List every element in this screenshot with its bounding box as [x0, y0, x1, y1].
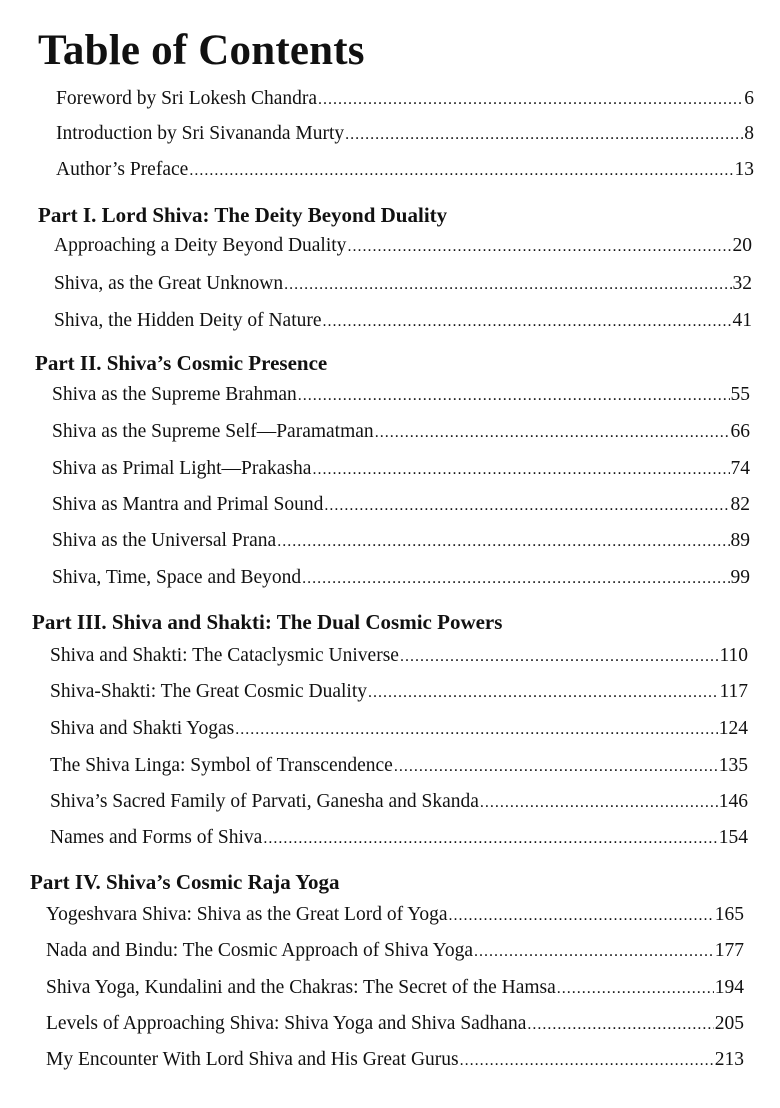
toc-entry[interactable]: [52, 567, 750, 589]
entry-page: 146: [718, 791, 748, 812]
toc-entry[interactable]: [56, 88, 754, 110]
part-heading: Part I. Lord Shiva: The Deity Beyond Duality: [38, 203, 448, 227]
dot-leader: [324, 497, 729, 515]
entry-page: 154: [718, 827, 748, 848]
entry-title: Shiva’s Sacred Family of Parvati, Ganesha and Skanda: [50, 791, 479, 812]
entry-page: 13: [734, 159, 754, 180]
entry-title: Foreword by Sri Lokesh Chandra: [56, 88, 318, 109]
entry-page: 82: [730, 494, 750, 515]
toc-entry[interactable]: [52, 421, 750, 443]
toc-entry[interactable]: [56, 159, 754, 181]
toc-entry[interactable]: [52, 494, 750, 516]
dot-leader: [347, 238, 731, 256]
entry-page: 89: [730, 530, 750, 551]
toc-entry[interactable]: [50, 645, 748, 667]
entry-title: Shiva as the Supreme Brahman: [52, 384, 297, 405]
dot-leader: [323, 313, 732, 331]
toc-entry[interactable]: [46, 1049, 744, 1071]
dot-leader: [480, 794, 718, 812]
part-heading: Part II. Shiva’s Cosmic Presence: [35, 351, 328, 375]
entry-title: Introduction by Sri Sivananda Murty: [56, 123, 345, 144]
dot-leader: [368, 684, 718, 702]
entry-page: 66: [730, 421, 750, 442]
toc-entry[interactable]: [56, 123, 754, 145]
entry-title: Shiva as Primal Light—Prakasha: [52, 458, 312, 479]
dot-leader: [263, 830, 717, 848]
dot-leader: [474, 943, 714, 961]
toc-entry[interactable]: [52, 384, 750, 406]
entry-title: Shiva Yoga, Kundalini and the Chakras: The Secret of the Hamsa: [46, 977, 556, 998]
entry-title: Shiva-Shakti: The Great Cosmic Duality: [50, 681, 368, 702]
toc-entry[interactable]: [46, 940, 744, 962]
toc-entry[interactable]: [50, 827, 748, 849]
toc-entry[interactable]: [46, 977, 744, 999]
dot-leader: [345, 126, 743, 144]
entry-page: 6: [744, 88, 754, 109]
toc-entry[interactable]: [50, 718, 748, 740]
entry-page: 41: [732, 310, 752, 331]
entry-page: 205: [714, 1013, 744, 1034]
entry-title: Levels of Approaching Shiva: Shiva Yoga and Shiva Sadhana: [46, 1013, 527, 1034]
entry-page: 165: [714, 904, 744, 925]
dot-leader: [400, 648, 719, 666]
toc-entry[interactable]: [54, 235, 752, 257]
dot-leader: [460, 1052, 714, 1070]
entry-title: Shiva and Shakti: The Cataclysmic Universe: [50, 645, 399, 666]
dot-leader: [527, 1016, 713, 1034]
dot-leader: [312, 461, 729, 479]
toc-entry[interactable]: [50, 755, 748, 777]
toc-entry[interactable]: [46, 904, 744, 926]
entry-page: 74: [730, 458, 750, 479]
dot-leader: [375, 424, 730, 442]
entry-title: Names and Forms of Shiva: [50, 827, 263, 848]
entry-title: Author’s Preface: [56, 159, 189, 180]
toc-entry[interactable]: [50, 791, 748, 813]
entry-title: Shiva and Shakti Yogas: [50, 718, 235, 739]
toc-entry[interactable]: [50, 681, 748, 703]
entry-title: Nada and Bindu: The Cosmic Approach of Shiva Yoga: [46, 940, 473, 961]
dot-leader: [189, 162, 733, 180]
entry-page: 32: [732, 273, 752, 294]
entry-page: 194: [714, 977, 744, 998]
dot-leader: [394, 758, 718, 776]
dot-leader: [557, 980, 714, 998]
toc-entry[interactable]: [52, 458, 750, 480]
dot-leader: [449, 907, 714, 925]
entry-title: Shiva as Mantra and Primal Sound: [52, 494, 324, 515]
entry-page: 8: [744, 123, 754, 144]
toc-entry[interactable]: [52, 530, 750, 552]
toc-entry[interactable]: [54, 310, 752, 332]
entry-title: Shiva, the Hidden Deity of Nature: [54, 310, 322, 331]
dot-leader: [318, 91, 743, 109]
entry-page: 117: [719, 681, 748, 702]
entry-title: Shiva, as the Great Unknown: [54, 273, 284, 294]
dot-leader: [235, 721, 718, 739]
part-heading: Part IV. Shiva’s Cosmic Raja Yoga: [30, 870, 340, 894]
entry-page: 20: [732, 235, 752, 256]
entry-title: Shiva as the Universal Prana: [52, 530, 277, 551]
page-title: Table of Contents: [38, 27, 365, 74]
dot-leader: [302, 570, 729, 588]
entry-page: 135: [718, 755, 748, 776]
entry-title: Approaching a Deity Beyond Duality: [54, 235, 347, 256]
entry-title: My Encounter With Lord Shiva and His Great Gurus: [46, 1049, 459, 1070]
entry-page: 177: [714, 940, 744, 961]
part-heading: Part III. Shiva and Shakti: The Dual Cosmic Powers: [32, 610, 503, 634]
entry-page: 99: [730, 567, 750, 588]
entry-page: 213: [714, 1049, 744, 1070]
toc-entry[interactable]: [54, 273, 752, 295]
toc-entry[interactable]: [46, 1013, 744, 1035]
dot-leader: [277, 533, 729, 551]
dot-leader: [284, 276, 731, 294]
entry-title: Shiva, Time, Space and Beyond: [52, 567, 302, 588]
entry-page: 124: [718, 718, 748, 739]
entry-title: Yogeshvara Shiva: Shiva as the Great Lord of Yoga: [46, 904, 448, 925]
entry-page: 110: [719, 645, 748, 666]
entry-title: Shiva as the Supreme Self—Paramatman: [52, 421, 374, 442]
dot-leader: [298, 387, 730, 405]
entry-title: The Shiva Linga: Symbol of Transcendence: [50, 755, 393, 776]
entry-page: 55: [730, 384, 750, 405]
